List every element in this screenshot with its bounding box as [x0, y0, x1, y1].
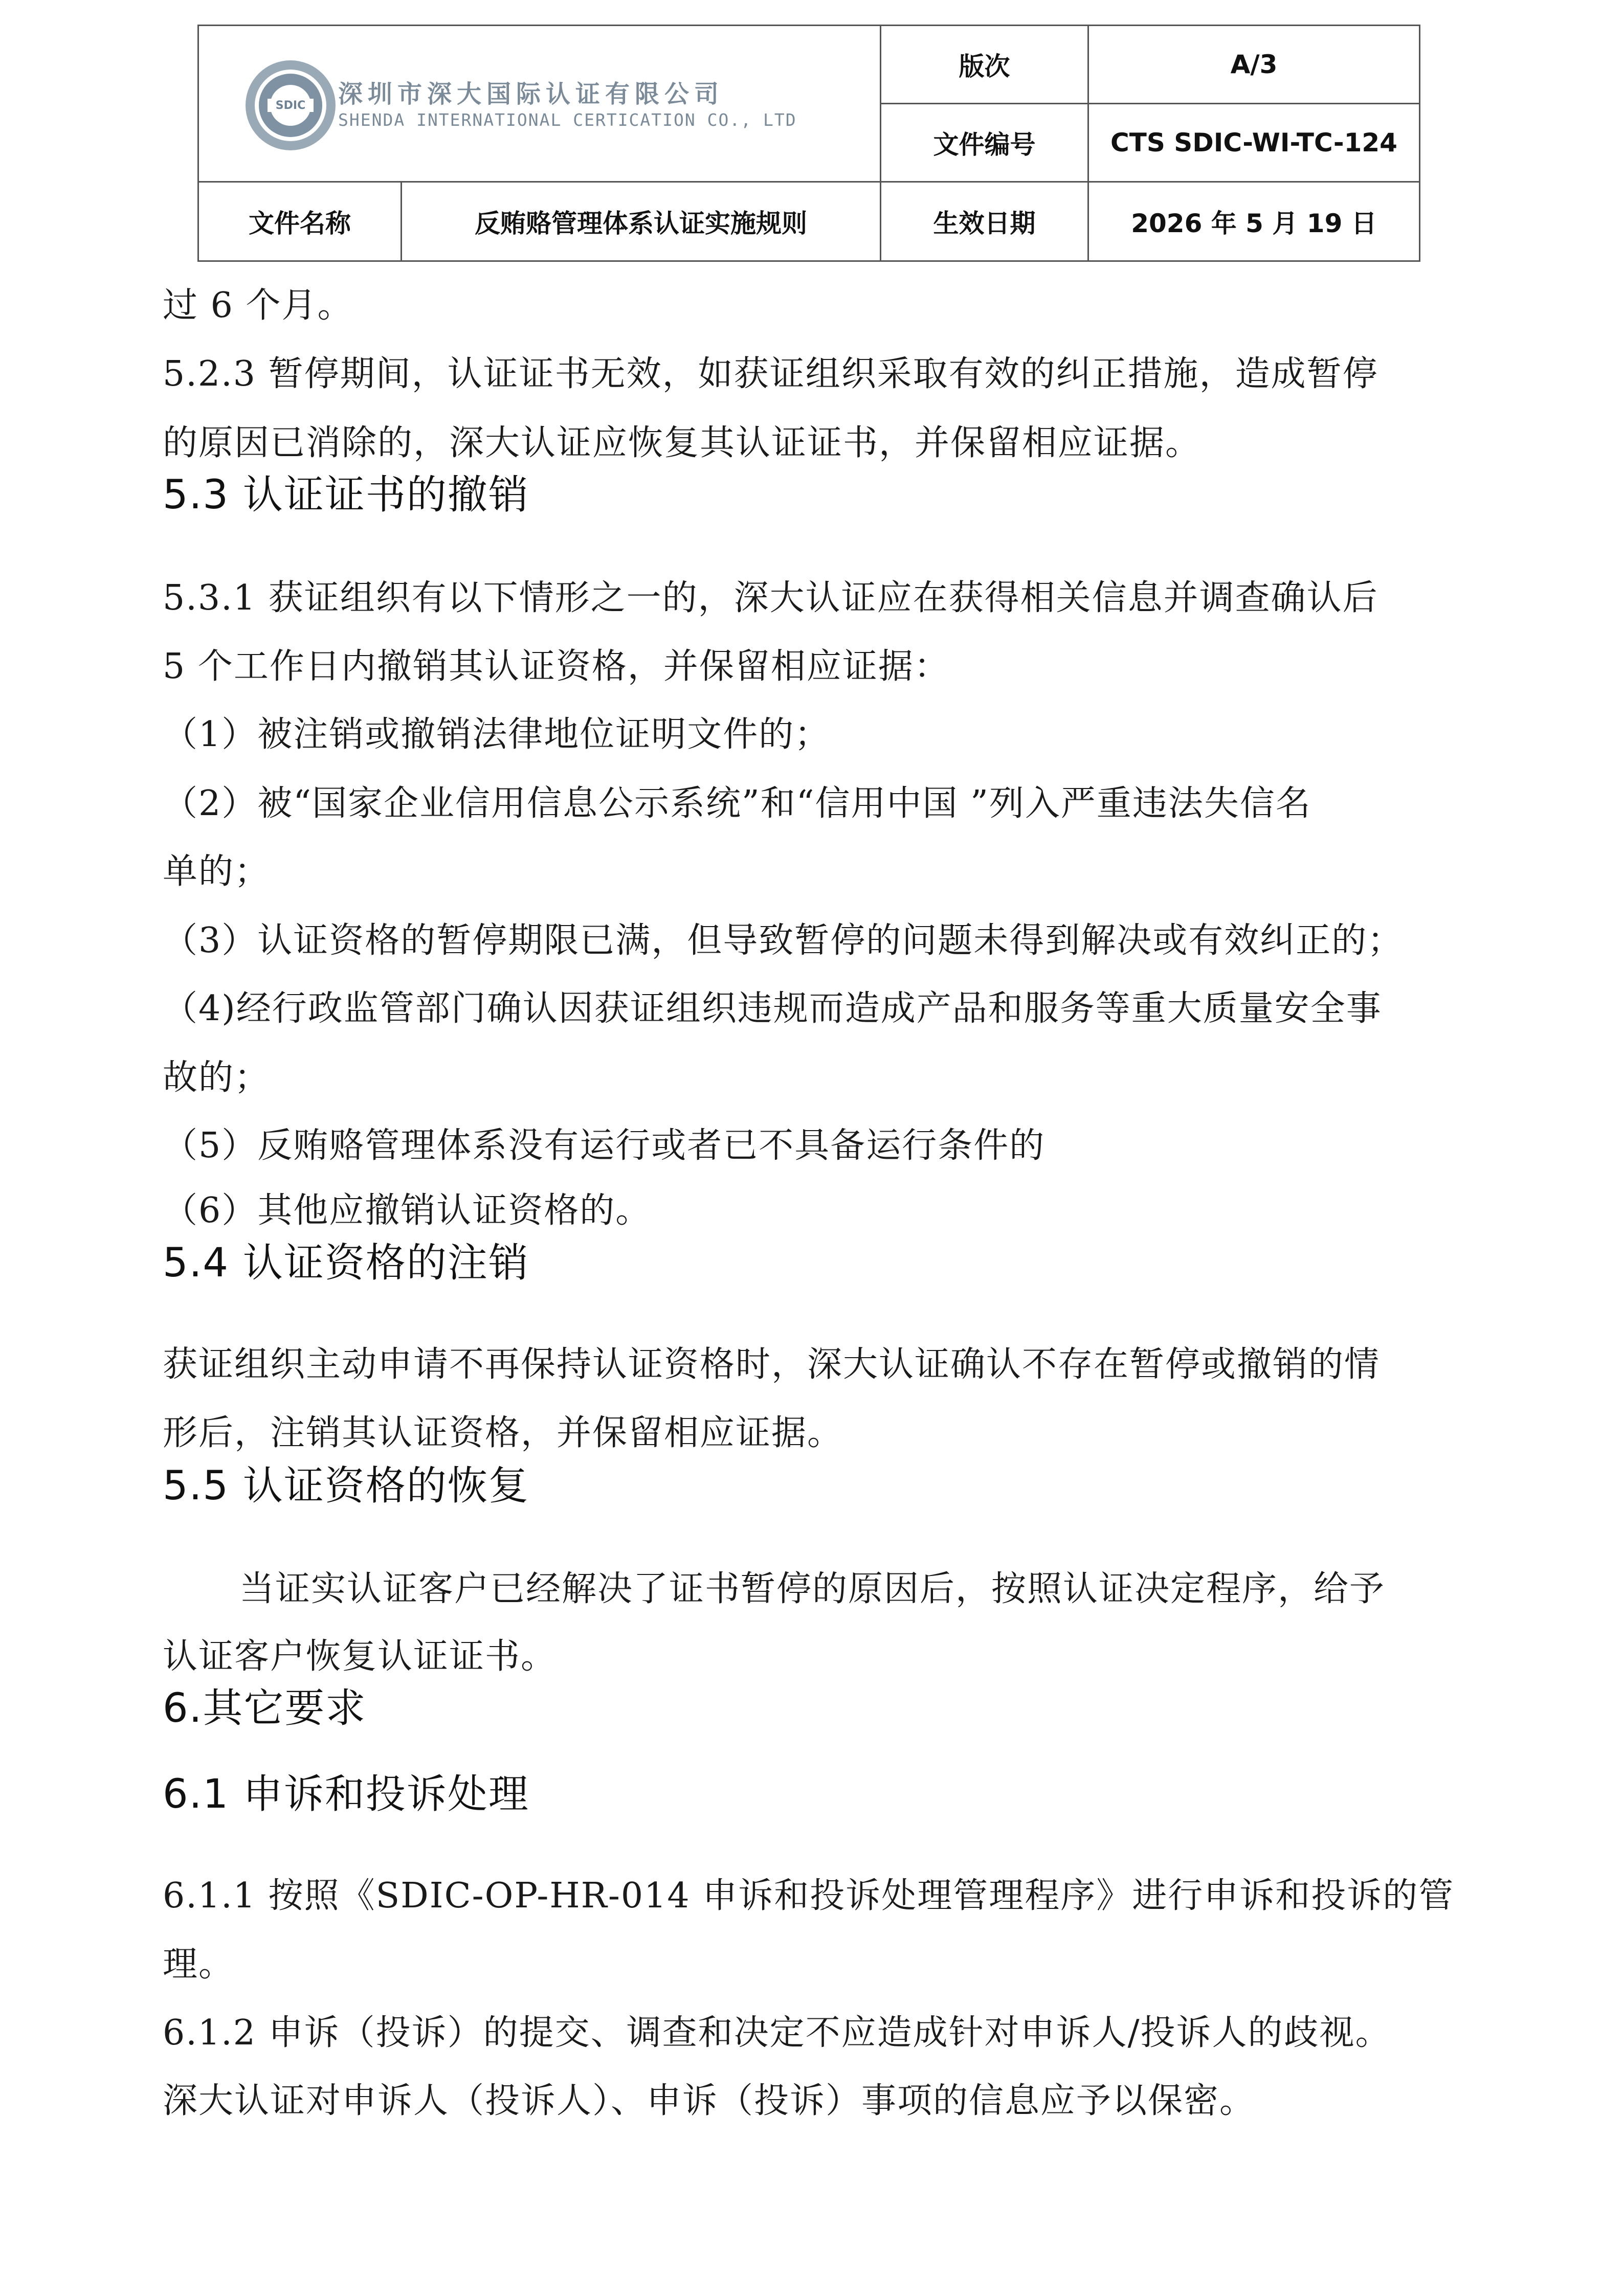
paragraph-line: 故的； [163, 1057, 271, 1098]
paragraph-line: 当证实认证客户已经解决了证书暂停的原因后，按照认证决定程序，给予 [239, 1569, 1386, 1609]
paragraph-line: 6.1.2 申诉（投诉）的提交、调查和决定不应造成针对申诉人/投诉人的歧视。 [163, 2013, 1391, 2053]
list-item: （2）被“国家企业信用信息公示系统”和“信用中国 ”列入严重违法失信名 [163, 783, 1311, 824]
paragraph-line: 6.1.1 按照《SDIC-OP-HR-014 申诉和投诉处理管理程序》进行申诉和投诉的管 [163, 1876, 1455, 1916]
paragraph-line: 理。 [163, 1944, 235, 1985]
list-item: （3）认证资格的暂停期限已满，但导致暂停的问题未得到解决或有效纠正的； [163, 920, 1404, 961]
paragraph-line: 认证客户恢复认证证书。 [163, 1636, 557, 1677]
list-item: （5）反贿赂管理体系没有运行或者已不具备运行条件的 [163, 1126, 1045, 1166]
paragraph-line: 单的； [163, 851, 271, 892]
list-item: （6）其他应撤销认证资格的。 [163, 1190, 652, 1231]
paragraph-line: 深大认证对申诉人（投诉人）、申诉（投诉）事项的信息应予以保密。 [163, 2081, 1256, 2121]
section-heading-6-1: 6.1 申诉和投诉处理 [163, 1771, 529, 1817]
section-heading-6: 6.其它要求 [163, 1685, 367, 1731]
doc-no-label: 文件编号 [881, 104, 1088, 182]
section-heading-5-5: 5.5 认证资格的恢复 [163, 1463, 529, 1509]
doc-no-value: CTS SDIC-WI-TC-124 [1088, 104, 1420, 182]
effective-date-label: 生效日期 [881, 182, 1088, 261]
effective-date-value: 2026 年 5 月 19 日 [1088, 182, 1420, 261]
company-name-cn: 深圳市深大国际认证有限公司 [338, 80, 724, 108]
paragraph-line: 的原因已消除的，深大认证应恢复其认证证书，并保留相应证据。 [163, 423, 1202, 463]
section-heading-5-3: 5.3 认证证书的撤销 [163, 472, 529, 518]
doc-name-value: 反贿赂管理体系认证实施规则 [402, 182, 881, 261]
list-item: （4)经行政监管部门确认因获证组织违规而造成产品和服务等重大质量安全事 [163, 988, 1382, 1029]
version-label: 版次 [881, 26, 1088, 104]
paragraph-line: 5.3.1 获证组织有以下情形之一的，深大认证应在获得相关信息并调查确认后 [163, 578, 1378, 618]
doc-name-label: 文件名称 [198, 182, 402, 261]
company-name-en: SHENDA INTERNATIONAL CERTICATION CO., LTD [338, 110, 797, 130]
version-value: A/3 [1088, 26, 1420, 104]
list-item: （1）被注销或撤销法律地位证明文件的； [163, 714, 831, 755]
paragraph-line: 形后，注销其认证资格，并保留相应证据。 [163, 1413, 843, 1453]
paragraph-line: 5.2.3 暂停期间，认证证书无效，如获证组织采取有效的纠正措施，造成暂停 [163, 354, 1378, 394]
paragraph-line: 获证组织主动申请不再保持认证资格时，深大认证确认不存在暂停或撤销的情 [163, 1344, 1381, 1385]
section-heading-5-4: 5.4 认证资格的注销 [163, 1240, 529, 1286]
svg-text:SDIC: SDIC [275, 99, 306, 112]
paragraph-line: 5 个工作日内撤销其认证资格，并保留相应证据： [163, 646, 950, 687]
paragraph-line: 过 6 个月。 [163, 285, 353, 326]
